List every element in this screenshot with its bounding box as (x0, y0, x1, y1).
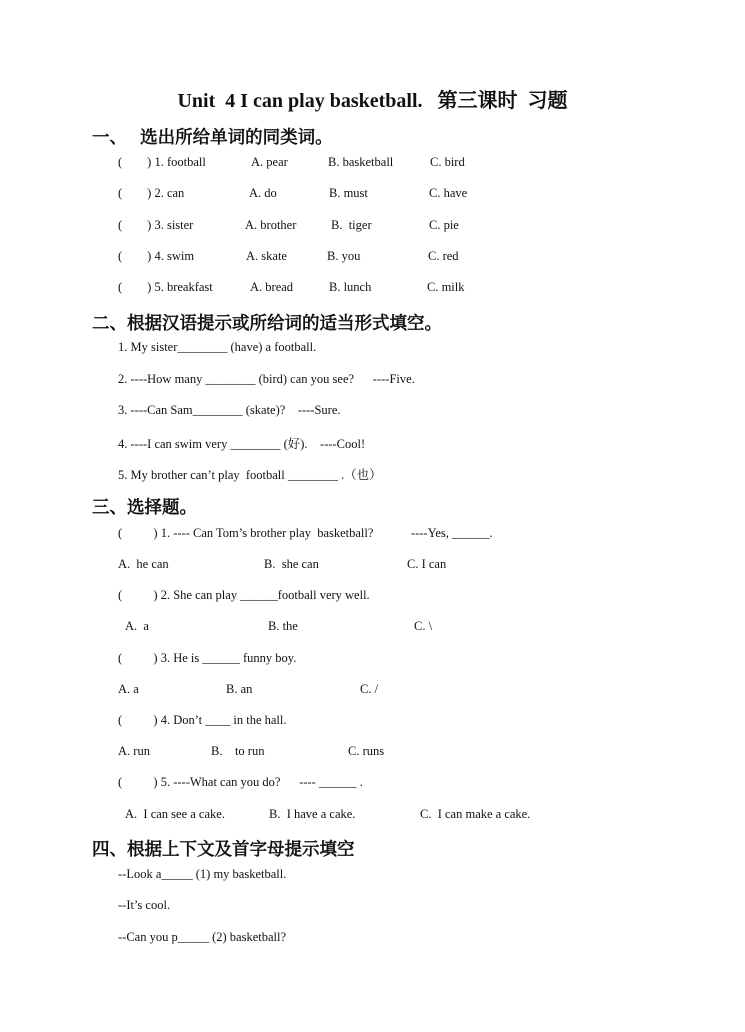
section-2-line-1: 1. My sister________ (have) a football. (118, 340, 317, 354)
option-a: A. skate (246, 249, 287, 263)
option-c: C. runs (348, 744, 385, 758)
option-a: A. do (249, 186, 277, 200)
section-3-question-3: ( ) 3. He is ______ funny boy. (118, 651, 297, 665)
option-b: B. lunch (329, 280, 372, 294)
option-b: B. the (268, 619, 298, 633)
section-3-heading: 三、选择题。 (92, 497, 197, 517)
option-a: A. a (125, 619, 149, 633)
section-4-line-2: --It’s cool. (118, 898, 171, 912)
option-a: A. brother (245, 218, 297, 232)
section-3-question-1: ( ) 1. ---- Can Tom’s brother play basketball? ----Yes, ______. (118, 526, 493, 540)
option-a: A. a (118, 682, 139, 696)
section-4-heading: 四、根据上下文及首字母提示填空 (92, 839, 355, 859)
section-3-question-4: ( ) 4. Don’t ____ in the hall. (118, 713, 287, 727)
option-b: B. an (226, 682, 253, 696)
option-a: A. he can (118, 557, 169, 571)
item-question: ( ) 3. sister (118, 218, 194, 232)
option-c: C. have (429, 186, 468, 200)
section-3-question-5: ( ) 5. ----What can you do? ---- ______ . (118, 775, 363, 789)
section-2-heading: 二、根据汉语提示或所给词的适当形式填空。 (92, 313, 442, 333)
option-b: B. she can (264, 557, 319, 571)
item-question: ( ) 4. swim (118, 249, 195, 263)
section-2-line-4: 4. ----I can swim very ________ (好). ----Cool! (118, 437, 366, 451)
option-a: A. I can see a cake. (125, 807, 225, 821)
option-b: B. you (327, 249, 361, 263)
section-4-line-3: --Can you p_____ (2) basketball? (118, 930, 287, 944)
option-c: C. I can (407, 557, 447, 571)
option-b: B. I have a cake. (269, 807, 356, 821)
section-2-line-2: 2. ----How many ________ (bird) can you see? ----Five. (118, 372, 415, 386)
item-question: ( ) 2. can (118, 186, 185, 200)
option-c: C. bird (430, 155, 465, 169)
item-question: ( ) 5. breakfast (118, 280, 213, 294)
option-c: C. red (428, 249, 459, 263)
item-question: ( ) 1. football (118, 155, 206, 169)
section-2-line-3: 3. ----Can Sam________ (skate)? ----Sure. (118, 403, 341, 417)
option-a: A. pear (251, 155, 288, 169)
section-1-heading: 一、 选出所给单词的同类词。 (92, 127, 333, 147)
option-b: B. basketball (328, 155, 394, 169)
section-3-question-2: ( ) 2. She can play ______football very well. (118, 588, 370, 602)
option-c: C. / (360, 682, 379, 696)
option-a: A. run (118, 744, 150, 758)
option-a: A. bread (250, 280, 294, 294)
section-4-line-1: --Look a_____ (1) my basketball. (118, 867, 287, 881)
page-title: Unit 4 I can play basketball. 第三课时 习题 (177, 90, 568, 112)
option-b: B. to run (211, 744, 265, 758)
option-b: B. tiger (331, 218, 372, 232)
option-c: C. I can make a cake. (420, 807, 531, 821)
option-c: C. pie (429, 218, 459, 232)
option-b: B. must (329, 186, 368, 200)
option-c: C. \ (414, 619, 433, 633)
option-c: C. milk (427, 280, 465, 294)
section-2-line-5: 5. My brother can’t play football ________ .（也） (118, 468, 382, 482)
